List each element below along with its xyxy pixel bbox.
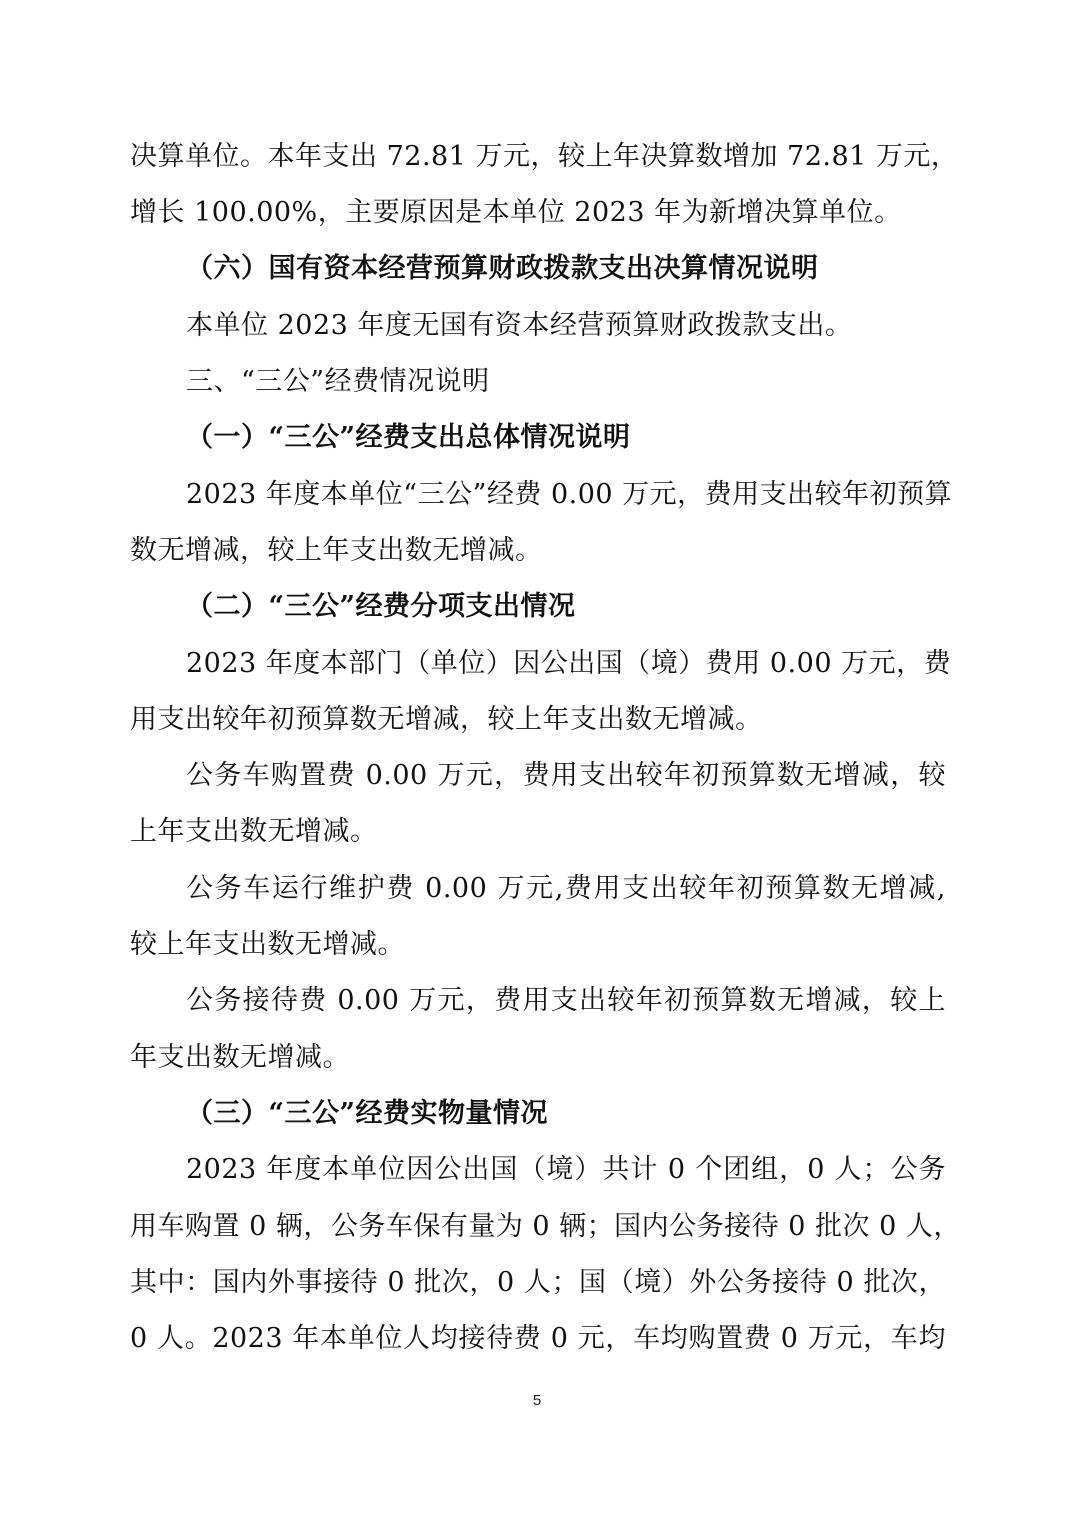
paragraph-line: 上年支出数无增减。 bbox=[130, 816, 378, 847]
paragraph-line: 数无增减，较上年支出数无增减。 bbox=[130, 535, 543, 566]
paragraph-line: 2023 年度本单位因公出国（境）共计 0 个团组，0 人；公务 bbox=[186, 1154, 946, 1185]
page-number: 5 bbox=[532, 1392, 542, 1409]
section-heading: （一）“三公”经费支出总体情况说明 bbox=[186, 422, 631, 453]
section-heading: （二）“三公”经费分项支出情况 bbox=[186, 591, 576, 622]
paragraph-line: 0 人。2023 年本单位人均接待费 0 元，车均购置费 0 万元，车均 bbox=[130, 1323, 946, 1354]
paragraph-line: 公务车运行维护费 0.00 万元,费用支出较年初预算数无增减, bbox=[186, 873, 946, 904]
paragraph-line: 2023 年度本单位“三公”经费 0.00 万元，费用支出较年初预算 bbox=[186, 479, 953, 510]
paragraph-line: 2023 年度本部门（单位）因公出国（境）费用 0.00 万元，费 bbox=[186, 648, 952, 679]
paragraph-line: 其中：国内外事接待 0 批次，0 人；国（境）外公务接待 0 批次， bbox=[130, 1267, 946, 1298]
chapter-heading: 三、“三公”经费情况说明 bbox=[186, 366, 490, 397]
paragraph-line: 年支出数无增减。 bbox=[130, 1042, 350, 1073]
paragraph-line: 增长 100.00%，主要原因是本单位 2023 年为新增决算单位。 bbox=[130, 197, 902, 228]
section-heading: （三）“三公”经费实物量情况 bbox=[186, 1098, 549, 1129]
paragraph-line: 公务接待费 0.00 万元，费用支出较年初预算数无增减，较上 bbox=[186, 985, 946, 1016]
paragraph-line: 用车购置 0 辆，公务车保有量为 0 辆；国内公务接待 0 批次 0 人， bbox=[130, 1211, 961, 1242]
paragraph-line: 决算单位。本年支出 72.81 万元，较上年决算数增加 72.81 万元， bbox=[130, 141, 959, 172]
paragraph-line: 用支出较年初预算数无增减，较上年支出数无增减。 bbox=[130, 704, 763, 735]
section-heading: （六）国有资本经营预算财政拨款支出决算情况说明 bbox=[186, 253, 819, 284]
paragraph-line: 较上年支出数无增减。 bbox=[130, 929, 405, 960]
paragraph-line: 本单位 2023 年度无国有资本经营预算财政拨款支出。 bbox=[186, 310, 853, 341]
paragraph-line: 公务车购置费 0.00 万元，费用支出较年初预算数无增减，较 bbox=[186, 760, 946, 791]
